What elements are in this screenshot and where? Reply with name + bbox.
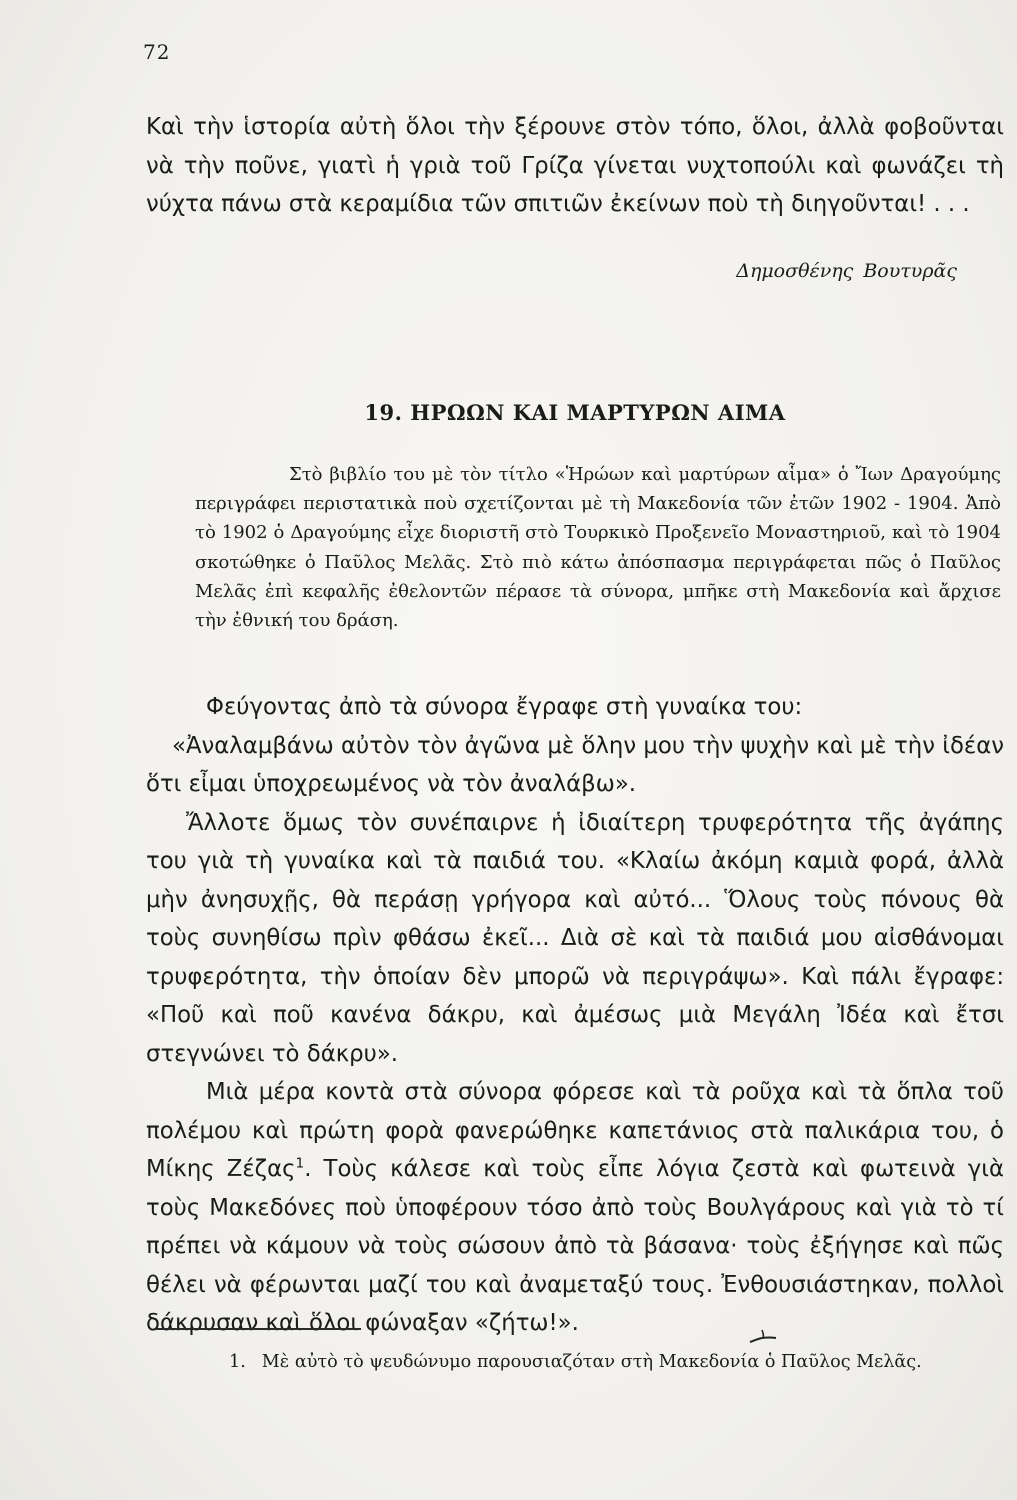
- body-paragraph-4: [146, 1073, 1004, 1343]
- body-paragraph-3: Ἄλλοτε ὅμως τὸν συνέπαιρνε ἡ ἰδιαίτερη τρυφερότητα τῆς ἀγάπης του γιὰ τὴ γυναίκα καὶ τὰ παιδιά του. «Κλαίω ἀκόμη καμιὰ φορά, ἀλλὰ μὴν ἀνησυχῇς, θὰ περάσῃ γρήγορα καὶ αὐτό... Ὅλους τοὺς πόνους θὰ τοὺς συνηθίσω πρὶν φθάσω ἐκεῖ... Διὰ σὲ καὶ τὰ παιδιά μου αἰσθάνομαι τρυφερότητα, τὴν ὁποίαν δὲν μπορῶ νὰ περιγράψω». Καὶ πάλι ἔγραφε: «Ποῦ καὶ ποῦ κανένα δάκρυ, καὶ ἀμέσως μιὰ Μεγάλη Ἰδέα καὶ ἔτσι στεγνώνει τὸ δάκρυ».: [146, 809, 1004, 1067]
- footnote-text: Μὲ αὐτὸ τὸ ψευδώνυμο παρουσιαζόταν στὴ Μακεδονία ὁ Παῦλος Μελᾶς.: [261, 1352, 922, 1372]
- footnote-number: 1.: [229, 1352, 246, 1372]
- body-paragraph-4-end: . Τοὺς κάλεσε καὶ τοὺς εἶπε λόγια ζεστὰ καὶ φωτεινὰ γιὰ τοὺς Μακεδόνες ποὺ ὑποφέρουν τόσο ἀπὸ τοὺς Βουλγάρους καὶ γιὰ τὸ τί πρέπει νὰ κάμουν νὰ τοὺς σώσουν ἀπὸ τὰ βάσανα· τοὺς ἐξήγησε καὶ πῶς θέλει νὰ φέρωνται μαζί του καὶ ἀναμεταξύ τους. Ἐνθουσιάστηκαν, πολλοὶ δάκρυσαν καὶ ὅλοι φώναξαν «ζήτω!».: [146, 1156, 1005, 1336]
- editor-note: Στὸ βιβλίο του μὲ τὸν τίτλο «Ἡρώων καὶ μαρτύρων αἷμα» ὁ Ἴων Δραγούμης περιγράφει περιστατικὰ ποὺ σχετίζονται μὲ τὴ Μακεδονία τῶν ἐτῶν 1902 - 1904. Ἀπὸ τὸ 1902 ὁ Δραγούμης εἶχε διοριστῆ στὸ Τουρκικὸ Προξενεῖο Μοναστηριοῦ, καὶ τὸ 1904 σκοτώθηκε ὁ Παῦλος Μελᾶς. Στὸ πιὸ κάτω ἀπόσπασμα περιγράφεται πῶς ὁ Παῦλος Μελᾶς ἐπὶ κεφαλῆς ἐθελοντῶν πέρασε τὰ σύνορα, μπῆκε στὴ Μακεδονία καὶ ἄρχισε τὴν ἐθνική του δράση.: [195, 464, 1001, 632]
- body-paragraph-1: Φεύγοντας ἀπὸ τὰ σύνορα ἔγραφε στὴ γυναίκα του:: [206, 694, 803, 720]
- footnote: [229, 1349, 1009, 1375]
- ornament-squiggle-icon: [748, 1326, 778, 1346]
- footnote-marker: 1: [295, 1155, 305, 1172]
- section-heading: 19. ΗΡΩΩΝ ΚΑΙ ΜΑΡΤΥΡΩΝ ΑΙΜΑ: [364, 400, 786, 425]
- author-signature: Δημοσθένης Βουτυρᾶς: [736, 260, 957, 282]
- intro-paragraph-block: [146, 108, 1004, 224]
- main-body: [146, 688, 1004, 1343]
- body-paragraph-4-start: Μιὰ μέρα κοντὰ στὰ σύνορα φόρεσε καὶ τὰ ροῦχα καὶ τὰ ὅπλα τοῦ πολέμου καὶ πρώτη φορὰ φανερώθηκε καπετάνιος στὰ παλικάρια του, ὁ Μίκης Ζέζας: [146, 1079, 1004, 1182]
- body-paragraph-2: «Ἀναλαμβάνω αὐτὸν τὸν ἀγῶνα μὲ ὅλην μου τὴν ψυχὴν καὶ μὲ τὴν ἰδέαν ὅτι εἶμαι ὑποχρεωμένος νὰ τὸν ἀναλάβω».: [146, 732, 1004, 797]
- footnote-rule: [154, 1328, 361, 1330]
- intro-paragraph: Καὶ τὴν ἱστορία αὐτὴ ὅλοι τὴν ξέρουνε στὸν τόπο, ὅλοι, ἀλλὰ φοβοῦνται νὰ τὴν ποῦνε, γιατὶ ἡ γριὰ τοῦ Γρίζα γίνεται νυχτοπούλι καὶ φωνάζει τὴ νύχτα πάνω στὰ κεραμίδια τῶν σπιτιῶν ἐκείνων ποὺ τὴ διηγοῦνται! . . .: [146, 114, 1004, 217]
- page-number: 72: [143, 40, 171, 64]
